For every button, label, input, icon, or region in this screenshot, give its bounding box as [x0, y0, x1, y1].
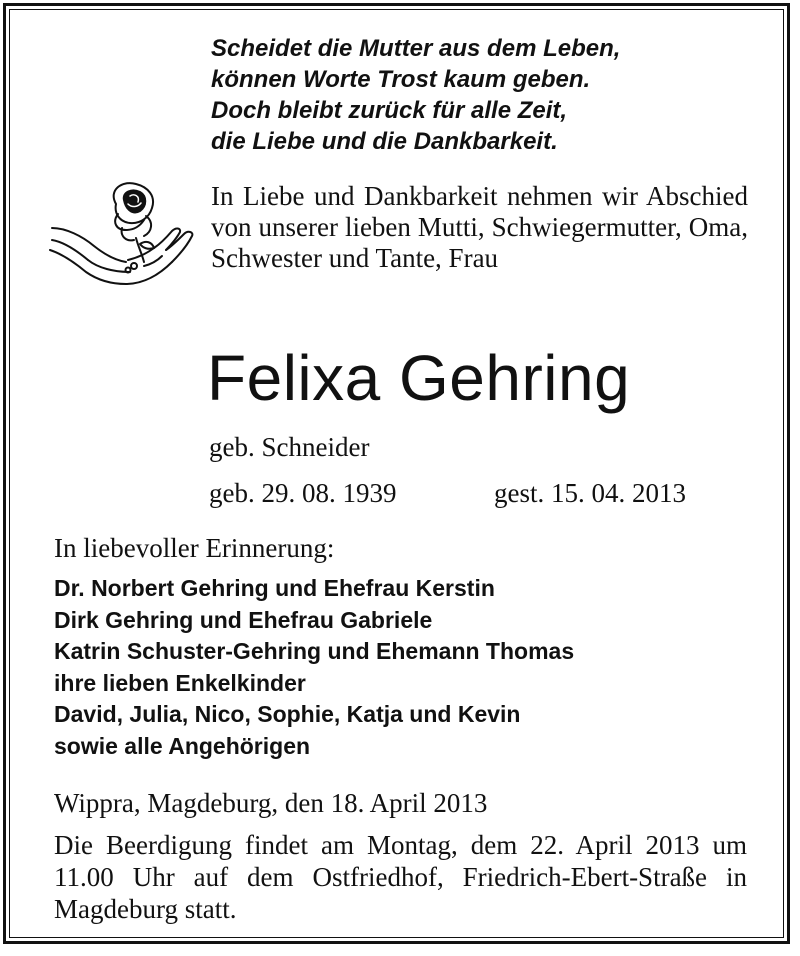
memorial-poem [211, 33, 771, 157]
mourner-line: ihre lieben Enkelkinder [54, 669, 306, 696]
mourner-line: Dirk Gehring und Ehefrau Gabriele [54, 606, 433, 633]
poem-line: die Liebe und die Dankbarkeit. [211, 128, 558, 155]
place-date: Wippra, Magdeburg, den 18. April 2013 [54, 788, 488, 818]
mourner-line: sowie alle Angehörigen [54, 732, 311, 759]
poem-line: können Worte Trost kaum geben. [211, 66, 591, 93]
remembrance-label: In liebevoller Erinnerung: [54, 533, 335, 563]
mourner-line: Dr. Norbert Gehring und Ehefrau Kerstin [54, 575, 495, 601]
maiden-name: geb. Schneider [209, 432, 370, 462]
birth-date: geb. 29. 08. 1939 [209, 478, 397, 508]
deceased-name: Felixa Gehring [207, 342, 631, 414]
life-dates [209, 476, 686, 510]
funeral-notice: Die Beerdigung findet am Montag, dem 22. April 2013 um 11.00 Uhr auf dem Ostfriedhof, Friedrich-Ebert-Straße in Magdeburg statt. [54, 830, 747, 924]
mourners-list [54, 573, 574, 762]
intro-text: In Liebe und Dankbarkeit nehmen wir Abschied von unserer lieben Mutti, Schwiegermutter, Oma, Schwester und Tante, Frau [211, 181, 748, 273]
death-date: gest. 15. 04. 2013 [494, 478, 686, 508]
hands-holding-rose-icon [48, 178, 196, 290]
mourner-line: David, Julia, Nico, Sophie, Katja und Kevin [54, 701, 521, 727]
poem-line: Doch bleibt zurück für alle Zeit, [211, 97, 568, 124]
poem-line: Scheidet die Mutter aus dem Leben, [211, 35, 621, 62]
mourner-line: Katrin Schuster-Gehring und Ehemann Thomas [54, 638, 575, 664]
